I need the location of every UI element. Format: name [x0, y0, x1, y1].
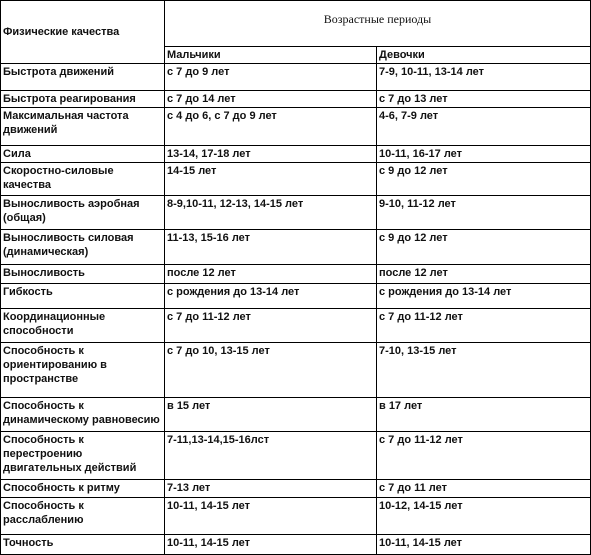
table-row	[1, 108, 591, 145]
boys-cell: 7-13 лет	[165, 480, 377, 498]
girls-cell: 10-11, 16-17 лет	[377, 145, 591, 162]
quality-cell: Способность к динамическому равновесию	[1, 397, 165, 431]
table-row	[1, 196, 591, 230]
header-age-periods: Возрастные периоды	[165, 1, 591, 47]
header-row-top	[1, 1, 591, 47]
girls-cell: с рождения до 13-14 лет	[377, 283, 591, 308]
header-physical-qualities: Физические качества	[1, 1, 165, 64]
boys-cell: 14-15 лет	[165, 162, 377, 195]
table-row	[1, 91, 591, 108]
boys-cell: в 15 лет	[165, 397, 377, 431]
table-row	[1, 64, 591, 91]
boys-cell: 13-14, 17-18 лет	[165, 145, 377, 162]
table-row	[1, 162, 591, 195]
quality-cell: Способность к перестроению двигательных действий	[1, 431, 165, 479]
quality-cell: Способность к ритму	[1, 480, 165, 498]
quality-cell: Гибкость	[1, 283, 165, 308]
boys-cell: с 7 до 11-12 лет	[165, 308, 377, 342]
girls-cell: 9-10, 11-12 лет	[377, 196, 591, 230]
header-girls: Девочки	[377, 47, 591, 64]
girls-cell: 10-12, 14-15 лет	[377, 498, 591, 534]
table-row	[1, 230, 591, 264]
boys-cell: с 7 до 10, 13-15 лет	[165, 343, 377, 397]
girls-cell: с 7 до 13 лет	[377, 91, 591, 108]
table-row	[1, 534, 591, 554]
girls-cell: с 7 до 11-12 лет	[377, 308, 591, 342]
quality-cell: Максимальная частота движений	[1, 108, 165, 145]
quality-cell: Координационные способности	[1, 308, 165, 342]
quality-cell: Сила	[1, 145, 165, 162]
quality-cell: Выносливость	[1, 264, 165, 283]
table-row	[1, 498, 591, 534]
boys-cell: 11-13, 15-16 лет	[165, 230, 377, 264]
girls-cell: 7-10, 13-15 лет	[377, 343, 591, 397]
table-row	[1, 283, 591, 308]
girls-cell: 7-9, 10-11, 13-14 лет	[377, 64, 591, 91]
quality-cell: Выносливость аэробная (общая)	[1, 196, 165, 230]
boys-cell: после 12 лет	[165, 264, 377, 283]
girls-cell: 4-6, 7-9 лет	[377, 108, 591, 145]
boys-cell: 7-11,13-14,15-16лст	[165, 431, 377, 479]
table-row	[1, 431, 591, 479]
header-boys: Мальчики	[165, 47, 377, 64]
quality-cell: Выносливость силовая (динамическая)	[1, 230, 165, 264]
girls-cell: с 9 до 12 лет	[377, 230, 591, 264]
girls-cell: 10-11, 14-15 лет	[377, 534, 591, 554]
table-row	[1, 264, 591, 283]
boys-cell: 10-11, 14-15 лет	[165, 534, 377, 554]
boys-cell: с 7 до 14 лет	[165, 91, 377, 108]
girls-cell: с 7 до 11 лет	[377, 480, 591, 498]
boys-cell: с 4 до 6, с 7 до 9 лет	[165, 108, 377, 145]
boys-cell: 10-11, 14-15 лет	[165, 498, 377, 534]
boys-cell: 8-9,10-11, 12-13, 14-15 лет	[165, 196, 377, 230]
quality-cell: Быстрота движений	[1, 64, 165, 91]
table-row	[1, 397, 591, 431]
quality-cell: Способность к расслаблению	[1, 498, 165, 534]
quality-cell: Быстрота реагирования	[1, 91, 165, 108]
quality-cell: Точность	[1, 534, 165, 554]
table-row	[1, 145, 591, 162]
girls-cell: с 9 до 12 лет	[377, 162, 591, 195]
quality-cell: Способность к ориентированию в пространстве	[1, 343, 165, 397]
boys-cell: с 7 до 9 лет	[165, 64, 377, 91]
girls-cell: после 12 лет	[377, 264, 591, 283]
girls-cell: с 7 до 11-12 лет	[377, 431, 591, 479]
table-row	[1, 480, 591, 498]
table-row	[1, 308, 591, 342]
boys-cell: с рождения до 13-14 лет	[165, 283, 377, 308]
quality-cell: Скоростно-силовые качества	[1, 162, 165, 195]
table-row	[1, 343, 591, 397]
girls-cell: в 17 лет	[377, 397, 591, 431]
